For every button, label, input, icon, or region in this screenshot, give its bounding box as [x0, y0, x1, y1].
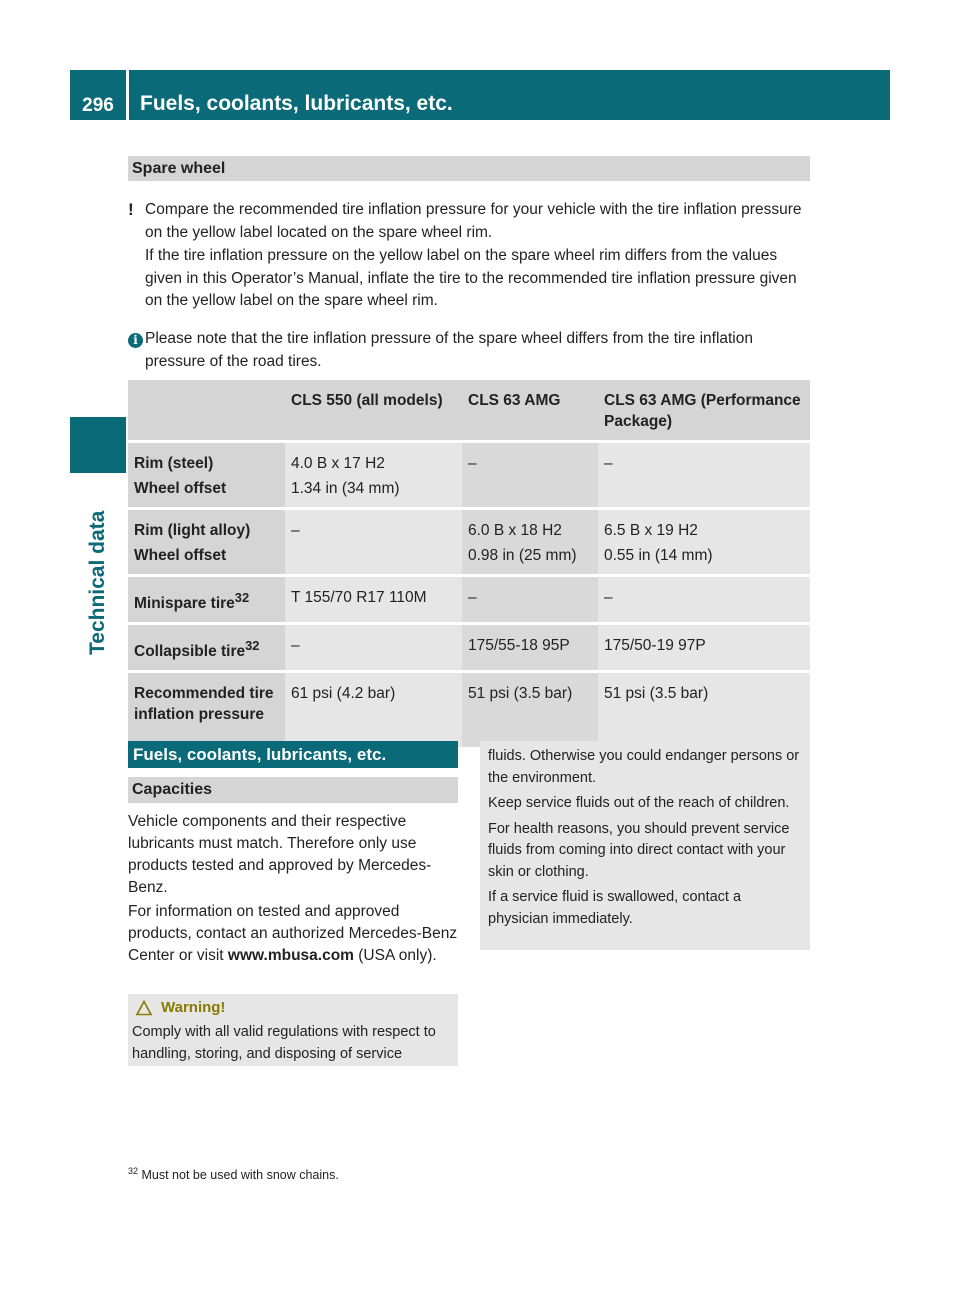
cell-value: 6.5 B x 19 H2	[604, 522, 698, 539]
section-heading-spare-wheel: Spare wheel	[128, 156, 810, 181]
table-header-row	[128, 380, 810, 440]
row-label-text-2: Wheel offset	[134, 480, 227, 497]
table-cell: –	[598, 574, 810, 622]
row-label	[128, 440, 285, 507]
section-title-fuels: Fuels, coolants, lubricants, etc.	[128, 741, 458, 768]
row-label	[128, 622, 285, 670]
footnote-text: Must not be used with snow chains.	[141, 1168, 339, 1183]
table-cell: 51 psi (3.5 bar)	[462, 670, 598, 747]
notice-paragraph: Compare the recommended tire inflation pressure for your vehicle with the tire inflation pressure on the yellow label located on the spare wheel rim.	[145, 201, 802, 241]
spare-wheel-table	[128, 380, 810, 747]
footnote	[128, 1166, 339, 1182]
footnote-number: 32	[128, 1166, 139, 1176]
cell-value-2: 0.98 in (25 mm)	[468, 547, 577, 564]
table-cell: 175/55-18 95P	[462, 622, 598, 670]
table-cell: 175/50-19 97P	[598, 622, 810, 670]
table-cell	[598, 507, 810, 574]
notice-paragraph-2: If the tire inflation pressure on the yellow label on the spare wheel rim differs from the values given in this Operator’s Manual, inflate the tire to the recommended tire inflation pressure given on the yellow label on the spare wheel rim.	[145, 247, 797, 309]
cell-value: 6.0 B x 18 H2	[468, 522, 562, 539]
row-label-text-2: Wheel offset	[134, 547, 227, 564]
footnote-ref: 32	[245, 638, 260, 654]
table-cell: T 155/70 R17 110M	[285, 574, 462, 622]
warning-paragraph: For health reasons, you should prevent service fluids from coming into direct contact with your skin or clothing.	[488, 820, 790, 880]
capacities-paragraph: Vehicle components and their respective lubricants must match. Therefore only use products tested and approved by Mercedes-Benz.	[128, 813, 432, 896]
table-cell: –	[598, 440, 810, 507]
warning-paragraph: Keep service fluids out of the reach of children.	[488, 795, 790, 811]
info-paragraph: Please note that the tire inflation pressure of the spare wheel differs from the tire inflation pressure of the road tires.	[145, 330, 753, 370]
row-label	[128, 574, 285, 622]
table-row	[128, 670, 810, 747]
cell-value-2: 1.34 in (34 mm)	[291, 480, 400, 497]
cell-value-2: 0.55 in (14 mm)	[604, 547, 713, 564]
table-cell: –	[285, 507, 462, 574]
row-label-text: Collapsible tire	[134, 643, 246, 661]
section-heading-capacities: Capacities	[128, 777, 458, 803]
website-link[interactable]: www.mbusa.com	[227, 947, 354, 964]
warning-paragraph: fluids. Otherwise you could endanger persons or the environment.	[488, 748, 800, 786]
table-row	[128, 574, 810, 622]
table-cell: 61 psi (4.2 bar)	[285, 670, 462, 747]
table-row	[128, 622, 810, 670]
notice-icon: !	[128, 200, 134, 219]
table-header-cell: CLS 63 AMG (Performance Package)	[598, 380, 810, 440]
table-row	[128, 507, 810, 574]
table-cell: 51 psi (3.5 bar)	[598, 670, 810, 747]
table-header-cell: CLS 63 AMG	[462, 380, 598, 440]
table-cell: –	[285, 622, 462, 670]
warning-paragraph: If a service fluid is swallowed, contact a physician immediately.	[488, 889, 742, 927]
capacities-paragraph-2	[128, 901, 460, 967]
table-row	[128, 440, 810, 507]
row-label-text: Rim (steel)	[134, 455, 214, 472]
page-header-title: Fuels, coolants, lubricants, etc.	[129, 70, 890, 120]
warning-triangle-icon	[136, 1000, 152, 1016]
table-cell	[462, 507, 598, 574]
warning-continuation-box	[480, 741, 810, 950]
info-icon: i	[128, 333, 143, 348]
warning-title: Warning!	[161, 999, 226, 1016]
warning-box	[128, 994, 458, 1066]
warning-text: Comply with all valid regulations with respect to handling, storing, and disposing of service	[132, 1024, 436, 1062]
footnote-ref: 32	[234, 590, 250, 605]
paragraph-text: (USA only).	[353, 947, 437, 964]
row-label-text: Minispare tire	[134, 595, 235, 613]
side-section-label: Technical data	[86, 510, 109, 655]
table-header-cell	[128, 380, 285, 440]
row-label: Recommended tire inflation pressure	[128, 670, 285, 747]
table-header-cell: CLS 550 (all models)	[285, 380, 462, 440]
cell-value: 4.0 B x 17 H2	[291, 455, 385, 472]
page-number: 296	[70, 70, 126, 120]
paragraph-text: For information on tested and approved products, contact an authorized Mercedes-Benz Center or visit	[128, 903, 458, 964]
table-cell	[285, 440, 462, 507]
table-cell: –	[462, 574, 598, 622]
row-label-text: Rim (light alloy)	[134, 522, 251, 539]
row-label	[128, 507, 285, 574]
table-cell: –	[462, 440, 598, 507]
